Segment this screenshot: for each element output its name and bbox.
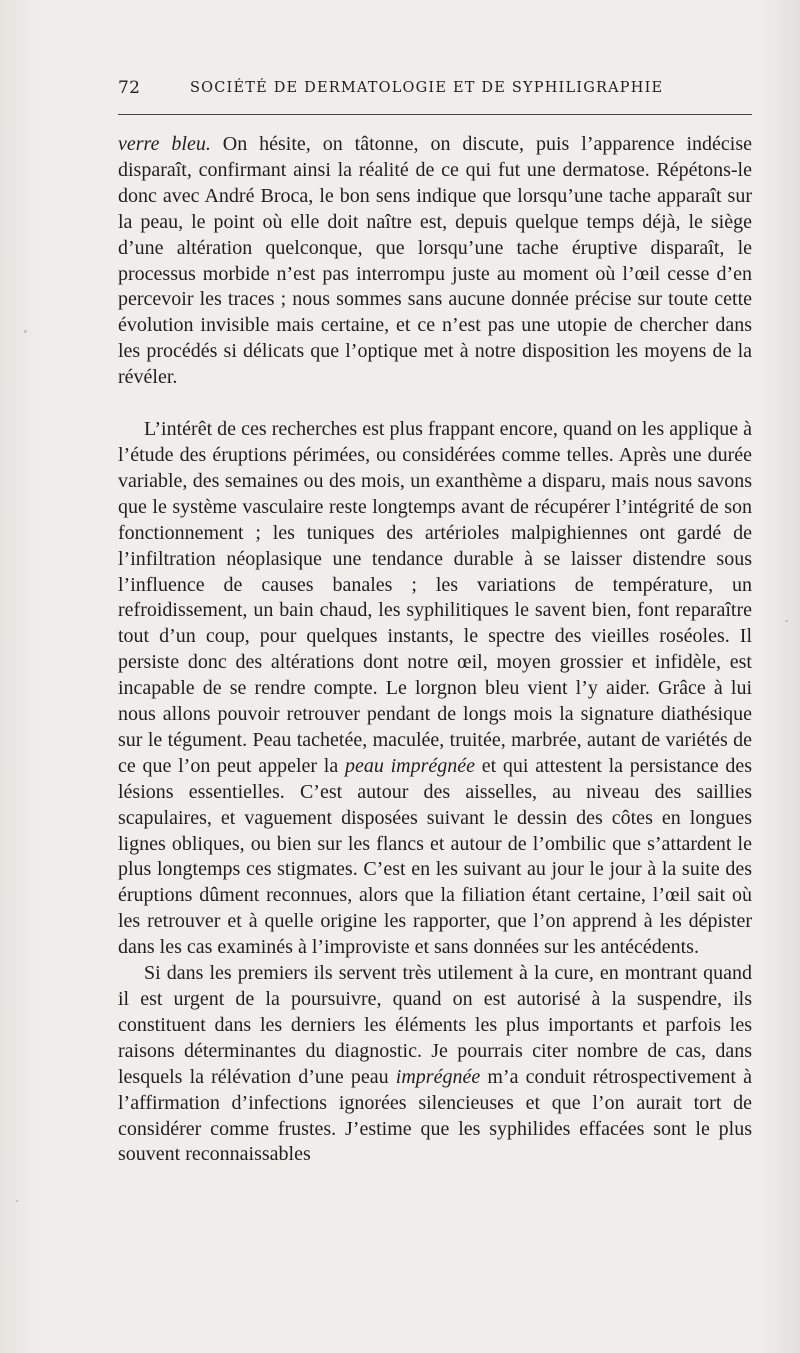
- paragraph-1-span-1: verre bleu.: [118, 133, 211, 155]
- paper-speck: [24, 330, 27, 333]
- paragraph-1: [118, 132, 752, 391]
- paragraph-3: [118, 961, 752, 1168]
- paragraph-3-span-2: imprégnée: [395, 1065, 481, 1088]
- page-header: [118, 76, 752, 104]
- paragraph-3-span-1: Si dans les premiers ils servent très utilement à la cure, en montrant quand il est urgent de la poursuivre, quand on est autorisé à la suspendre, ils constituent dans les derniers les éléments les plus importants et parfois les raisons déterminantes du diagnostic. Je pourrais citer nombre de cas, dans lesquels la rélévation d’une peau: [118, 962, 752, 1088]
- paper-speck: [785, 620, 788, 622]
- paper-speck: [16, 1200, 18, 1202]
- running-title: SOCIÉTÉ DE DERMATOLOGIE ET DE SYPHILIGRAPHIE: [190, 80, 664, 96]
- paragraph-2-span-2: peau imprégnée: [344, 754, 476, 777]
- paragraph-2-span-3: et qui attestent la persistance des lésions essentielles. C’est autour des aisselles, au niveau des saillies scapulaires, et vaguement disposées suivant le dessin des côtes en longues lignes obliques, ou bien sur les flancs et autour de l’ombilic que s’attardent le plus longtemps ces stigmates. C’est en les suivant au jour le jour à la suite des éruptions dûment reconnues, alors que la filiation étant certaine, l’œil sait où les retrouver et à quelle origine les rapporter, que l’on apprend à les dépister dans les cas examinés à l’improviste et sans données sur les antécédents.: [118, 754, 753, 959]
- body-text: [118, 132, 752, 1168]
- page-number: 72: [118, 78, 141, 98]
- paragraph-2: [118, 417, 752, 961]
- header-rule: [118, 114, 752, 115]
- paragraph-2-span-1: L’intérêt de ces recherches est plus frappant encore, quand on les applique à l’étude des éruptions périmées, ou considérées comme telles. Après une durée variable, des semaines ou des mois, un exanthème a disparu, mais nous savons que le système vasculaire reste longtemps avant de récupérer l’intégrité de son fonctionnement ; les tuniques des artérioles malpighiennes ont gardé de l’infiltration néoplasique une tendance durable à se laisser distendre sous l’influence de causes banales ; les variations de température, un refroidissement, un bain chaud, les syphilitiques le savent bien, font reparaître tout d’un coup, pour quelques instants, le spectre des vieilles roséoles. Il persiste donc des altérations dont notre œil, moyen grossier et infidèle, est incapable de se rendre compte. Le lorgnon bleu vient l’y aider. Grâce à lui nous allons pouvoir retrouver pendant de longs mois la signature diathésique sur le tégument. Peau tachetée, maculée, truitée, marbrée, autant de variétés de ce que l’on peut appeler la: [118, 418, 752, 777]
- paragraph-3-span-3: m’a conduit rétrospectivement à l’affirmation d’infections ignorées silencieuses et que l’on aurait tort de considérer comme frustes. J’estime que les syphilides effacées sont le plus souvent reconnaissables: [118, 1065, 752, 1166]
- paragraph-1-span-2: On hésite, on tâtonne, on discute, puis l’apparence indécise disparaît, confirmant ainsi la réalité de ce qui fut une dermatose. Répétons-le donc avec André Broca, le bon sens indique que lorsqu’une tache apparaît sur la peau, le point où elle doit naître est, depuis quelque temps déjà, le siège d’une altération quelconque, que lorsqu’une tache éruptive disparaît, le processus morbide n’est pas interrompu juste au moment où l’œil cesse d’en percevoir les traces ; nous sommes sans aucune donnée précise sur toute cette évolution invisible mais certaine, et ce n’est pas une utopie de chercher dans les procédés si délicats que l’optique met à notre disposition les moyens de la révéler.: [118, 133, 752, 389]
